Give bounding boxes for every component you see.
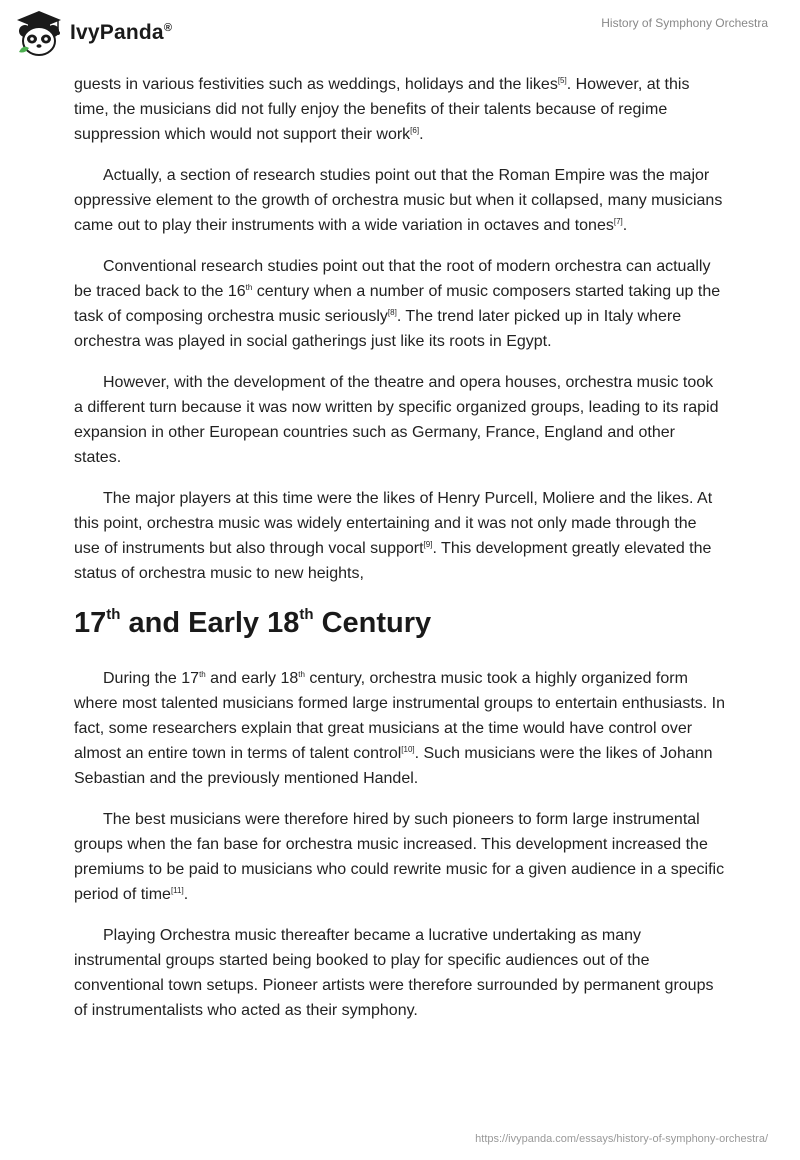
running-title: History of Symphony Orchestra — [601, 16, 768, 30]
paragraph — [74, 254, 726, 354]
citation-ref[interactable]: [6] — [410, 126, 420, 135]
text-run: However, with the development of the theatre and opera houses, orchestra music took a different turn because it was now written by specific organized groups, leading to its rapid expansion in other European countries such as Germany, France, England and other states. — [74, 374, 719, 466]
page-header — [0, 0, 800, 70]
heading-text: 17 — [74, 607, 107, 639]
ordinal-suffix: th — [298, 670, 305, 679]
citation-ref[interactable]: [7] — [613, 217, 623, 226]
paragraph — [74, 163, 726, 238]
text-run: Playing Orchestra music thereafter became a lucrative undertaking as many instrumental groups started being booked to play for specific audiences out of the conventional town setups. Pioneer artists were therefore surrounded by permanent groups of instrumentalists who acted as their symphony. — [74, 927, 714, 1019]
text-run: . However, at this time, the musicians did not fully enjoy the benefits of their talents because of regime suppression which would not support their work — [74, 76, 690, 143]
text-run: century when a number of music composers started taking up the task of composing orchestra music seriously — [74, 283, 721, 325]
citation-ref[interactable]: [9] — [423, 540, 433, 549]
heading-ordinal-suffix: th — [106, 606, 121, 623]
paragraph — [74, 807, 726, 907]
text-run: During the 17 — [103, 670, 200, 687]
text-run: . The trend later picked up in Italy where orchestra was played in social gatherings just like its roots in Egypt. — [74, 308, 682, 350]
source-url[interactable]: https://ivypanda.com/essays/history-of-symphony-orchestra/ — [475, 1133, 768, 1145]
paragraph — [74, 486, 726, 586]
paragraph — [74, 666, 726, 791]
paragraph — [74, 370, 726, 470]
text-run: Actually, a section of research studies point out that the Roman Empire was the major oppressive element to the growth of orchestra music but when it collapsed, many musicians came out to play their instruments with a wide variation in octaves and tones — [74, 167, 723, 234]
text-run: The best musicians were therefore hired by such pioneers to form large instrumental groups when the fan base for orchestra music increased. This development increased the premiums to be paid to musicians who could rewrite music for a given audience in a specific period of time — [74, 811, 725, 903]
section-heading — [74, 606, 726, 640]
ordinal-suffix: th — [199, 670, 206, 679]
paragraph — [74, 72, 726, 147]
text-run: . Such musicians were the likes of Johann Sebastian and the previously mentioned Handel. — [74, 745, 713, 787]
brand-name: IvyPanda® — [70, 21, 173, 44]
citation-ref[interactable]: [10] — [401, 745, 415, 754]
text-run: . — [183, 886, 189, 903]
heading-ordinal-suffix: th — [299, 606, 314, 623]
text-run: . This development greatly elevated the status of orchestra music to new heights, — [74, 540, 712, 582]
ordinal-suffix: th — [245, 283, 253, 292]
text-run: The major players at this time were the likes of Henry Purcell, Moliere and the likes. At this point, orchestra music was widely entertaining and it was not only made through the use of instruments but also through vocal support — [74, 490, 713, 557]
text-run: Conventional research studies point out that the root of modern orchestra can actually be traced back to the 16 — [74, 258, 711, 300]
text-run: . — [419, 126, 424, 143]
text-run: and early 18 — [205, 670, 299, 687]
citation-ref[interactable]: [8] — [387, 308, 397, 317]
heading-text: Century — [313, 607, 432, 639]
text-run: . — [622, 217, 628, 234]
intro-paragraphs — [74, 72, 726, 586]
brand-logo[interactable] — [14, 8, 172, 58]
citation-ref[interactable]: [5] — [557, 76, 567, 85]
heading-text: and Early 18 — [120, 607, 300, 639]
text-run: century, orchestra music took a highly organized form where most talented musicians formed large instrumental groups to entertain enthusiasts. In fact, some researchers explain that great musicians at the time would have control over almost an entire town in terms of talent control — [74, 670, 725, 762]
panda-graduate-icon — [14, 8, 64, 58]
essay-content — [74, 72, 726, 1039]
citation-ref[interactable]: [11] — [170, 886, 184, 895]
text-run: guests in various festivities such as weddings, holidays and the likes — [74, 76, 558, 93]
section-paragraphs — [74, 666, 726, 1023]
paragraph — [74, 923, 726, 1023]
